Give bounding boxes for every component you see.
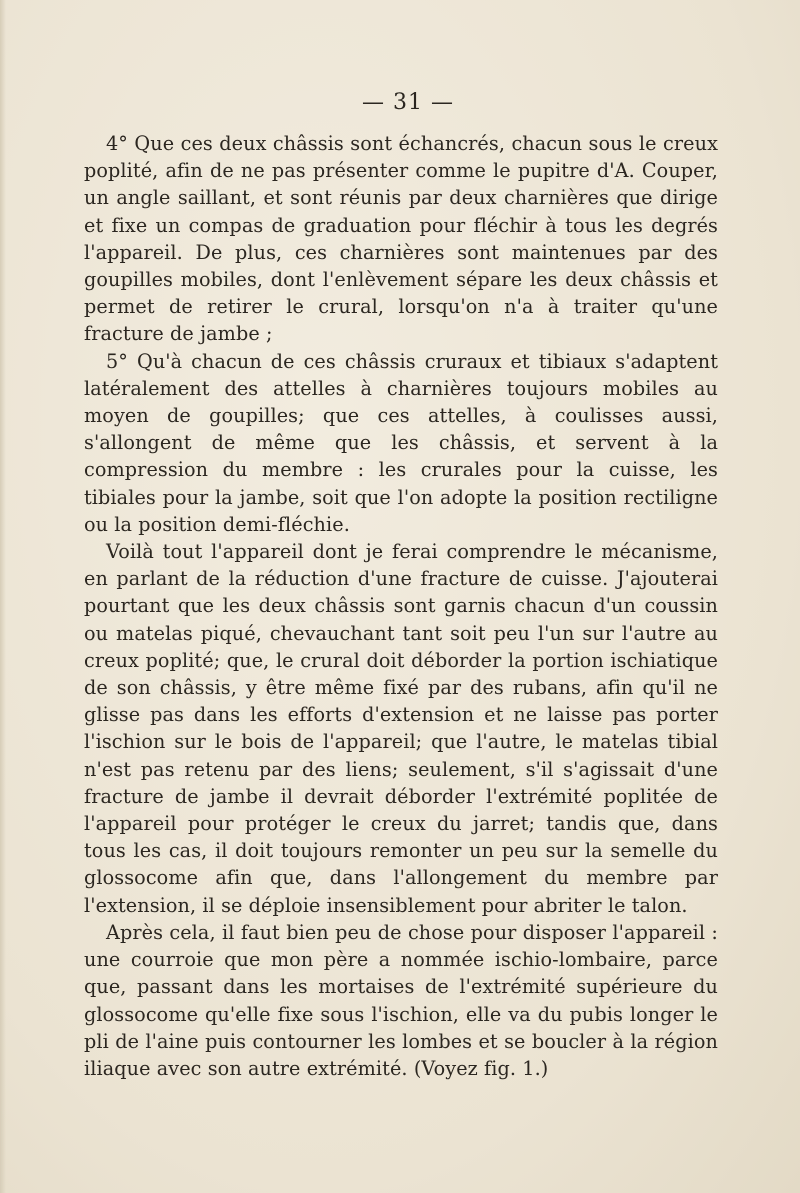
page-edge-shadow xyxy=(0,0,6,1193)
paragraph-4: 4° Que ces deux châssis sont échancrés, chacun sous le creux poplité, afin de ne pas présenter comme le pupitre d'A. Couper, un angle saillant, et sont réunis par deux charnières que dirige et fixe un compas de graduation pour fléchir à tous les degrés l'appareil. De plus, ces charnières sont maintenues par des goupilles mobiles, dont l'enlèvement sépare les deux châssis et permet de retirer le crural, lorsqu'on n'a à traiter qu'une fracture de jambe ; xyxy=(84,132,718,346)
paragraph-voila: Voilà tout l'appareil dont je ferai comprendre le mécanisme, en parlant de la réduction d'une fracture de cuisse. J'ajouterai pourtant que les deux châssis sont garnis chacun d'un coussin ou matelas piqué, chevauchant tant soit peu l'un sur l'autre au creux poplité; que, le crural doit déborder la portion ischiatique de son châssis, y être même fixé par des rubans, afin qu'il ne glisse pas dans les efforts d'extension et ne laisse pas porter l'ischion sur le bois de l'appareil; que l'autre, le matelas tibial n'est pas retenu par des liens; seulement, s'il s'agissait d'une fracture de jambe il devrait déborder l'extrémité poplitée de l'appareil pour protéger le creux du jarret; tandis que, dans tous les cas, il doit toujours remonter un peu sur la semelle du glossocome afin que, dans l'allongement du membre par l'extension, il se déploie insensiblement pour abriter le talon. xyxy=(84,540,718,917)
book-page xyxy=(84,88,718,1082)
paragraph-5: 5° Qu'à chacun de ces châssis cruraux et tibiaux s'adaptent latéralement des attelles à charnières toujours mobiles au moyen de goupilles; que ces attelles, à coulisses aussi, s'allongent de même que les châssis, et servent à la compression du membre : les crurales pour la cuisse, les tibiales pour la jambe, soit que l'on adopte la position rectiligne ou la position demi-fléchie. xyxy=(84,349,718,536)
page-number: — 31 — xyxy=(362,90,454,115)
paragraph-apres: Après cela, il faut bien peu de chose pour disposer l'appareil : une courroie que mon père a nommée ischio-lombaire, parce que, passant dans les mortaises de l'extrémité supérieure du glossocome qu'elle fixe sous l'ischion, elle va du pubis longer le pli de l'aine puis contourner les lombes et se boucler à la région iliaque avec son autre extrémité. (Voyez fig. 1.) xyxy=(84,920,718,1080)
